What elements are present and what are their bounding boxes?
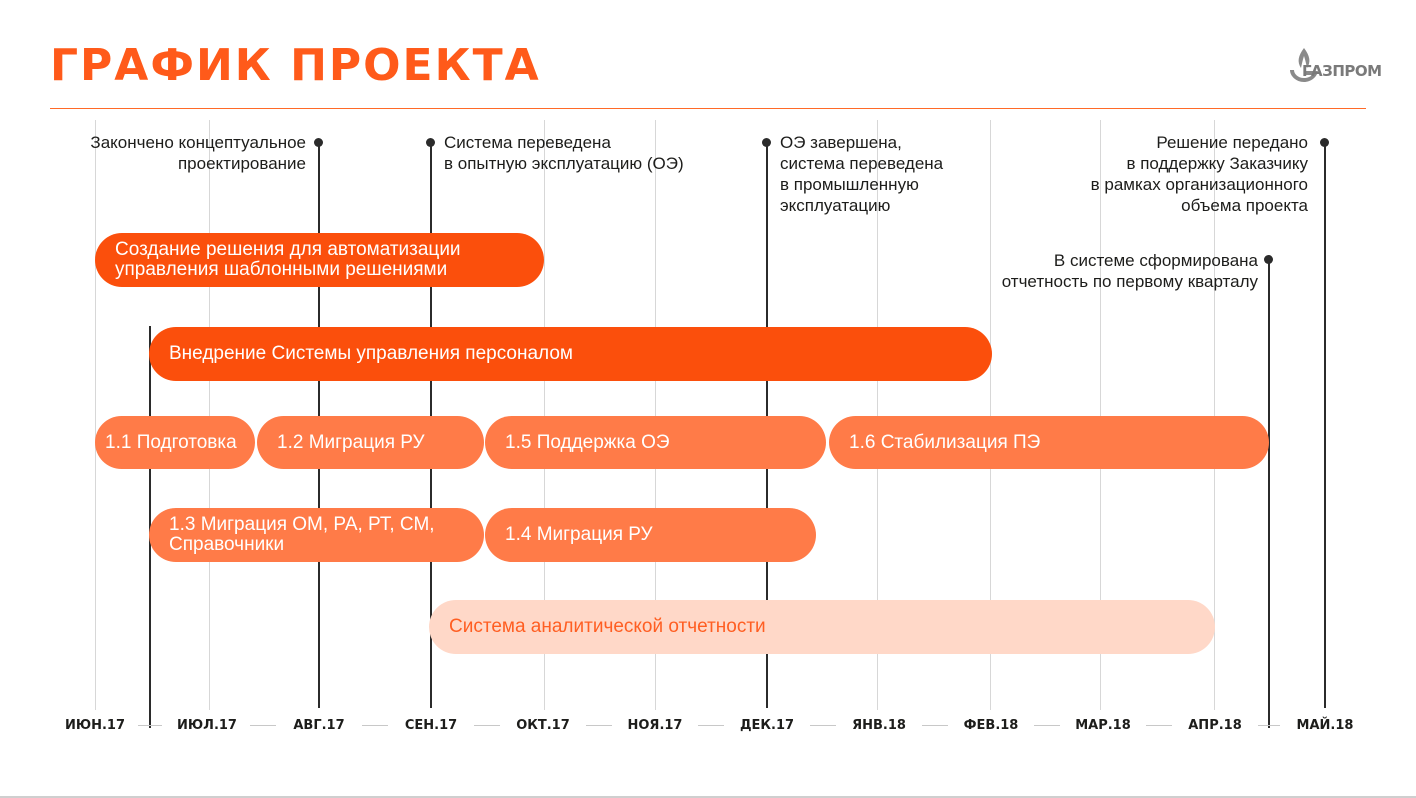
task-bar-label: Система аналитической отчетности	[449, 616, 766, 637]
task-bar-label: Создание решения для автоматизации	[115, 239, 461, 260]
task-bar-label: управления шаблонными решениями	[115, 259, 448, 280]
milestone-note-line: Закончено концептуальное	[90, 133, 306, 152]
milestone-dot	[762, 138, 771, 147]
task-bar-label: Внедрение Системы управления персоналом	[169, 343, 573, 364]
month-label: СЕН.17	[404, 718, 458, 733]
task-bar	[257, 416, 484, 469]
milestone-dot	[1264, 255, 1273, 264]
milestone-note-line: в поддержку Заказчику	[1126, 154, 1308, 173]
milestone-note-line: в рамках организационного	[1090, 175, 1308, 194]
task-bar	[485, 508, 816, 562]
month-label: ИЮН.17	[64, 718, 126, 733]
task-bar-label: Справочники	[169, 534, 285, 555]
month-label: МАЙ.18	[1296, 718, 1354, 733]
task-bar-label: 1.1 Подготовка	[105, 431, 237, 453]
milestone-note-line: Решение передано	[1156, 133, 1308, 152]
task-bar	[829, 416, 1269, 469]
milestone-note-line: эксплуатацию	[780, 196, 891, 215]
month-label: ФЕВ.18	[963, 718, 1019, 733]
task-bar	[95, 233, 544, 287]
milestone-note-line: система переведена	[780, 154, 944, 173]
milestone-note-line: Система переведена	[444, 133, 611, 152]
milestone-note	[1091, 132, 1308, 216]
milestone-note-line: в опытную эксплуатацию (ОЭ)	[444, 154, 684, 173]
task-bar-label: 1.6 Стабилизация ПЭ	[849, 431, 1041, 453]
milestone-note	[444, 132, 684, 174]
milestone-note	[780, 132, 943, 216]
month-label: АВГ.17	[293, 718, 345, 733]
task-bar	[485, 416, 826, 469]
task-bar	[149, 327, 992, 381]
milestone-line	[1324, 143, 1326, 708]
milestone-note-line: В системе сформирована	[1053, 251, 1258, 270]
milestone-note-line: объема проекта	[1181, 196, 1308, 215]
month-label: ЯНВ.18	[852, 718, 906, 733]
month-label: МАР.18	[1075, 718, 1131, 733]
page-title: ГРАФИК ПРОЕКТА	[50, 40, 541, 91]
task-bar	[149, 508, 484, 562]
month-label: ДЕК.17	[739, 718, 795, 733]
gridline	[209, 120, 210, 710]
task-bar-label: 1.2 Миграция РУ	[277, 431, 425, 453]
header-divider	[50, 108, 1366, 109]
gridline	[95, 120, 96, 710]
task-bar-label: 1.5 Поддержка ОЭ	[505, 431, 670, 453]
milestone-note-line: проектирование	[177, 154, 306, 173]
milestone-note	[1002, 250, 1258, 292]
milestone-dot	[1320, 138, 1329, 147]
month-label: ОКТ.17	[516, 718, 570, 733]
milestone-line	[1268, 260, 1270, 728]
task-bar	[95, 416, 255, 469]
milestone-note-line: отчетность по первому кварталу	[1001, 272, 1258, 291]
milestone-note	[90, 132, 306, 174]
month-label: АПР.18	[1188, 718, 1242, 733]
month-label: НОЯ.17	[627, 718, 683, 733]
milestone-note-line: ОЭ завершена,	[780, 133, 902, 152]
task-bar	[429, 600, 1215, 654]
milestone-dot	[426, 138, 435, 147]
milestone-note-line: в промышленную	[780, 175, 919, 194]
task-bar-label: 1.3 Миграция ОМ, РА, РТ, СМ,	[169, 514, 435, 535]
task-bar-label: 1.4 Миграция РУ	[505, 524, 653, 545]
logo-text: ГАЗПРОМ	[1302, 62, 1382, 80]
month-label: ИЮЛ.17	[177, 718, 237, 733]
milestone-dot	[314, 138, 323, 147]
